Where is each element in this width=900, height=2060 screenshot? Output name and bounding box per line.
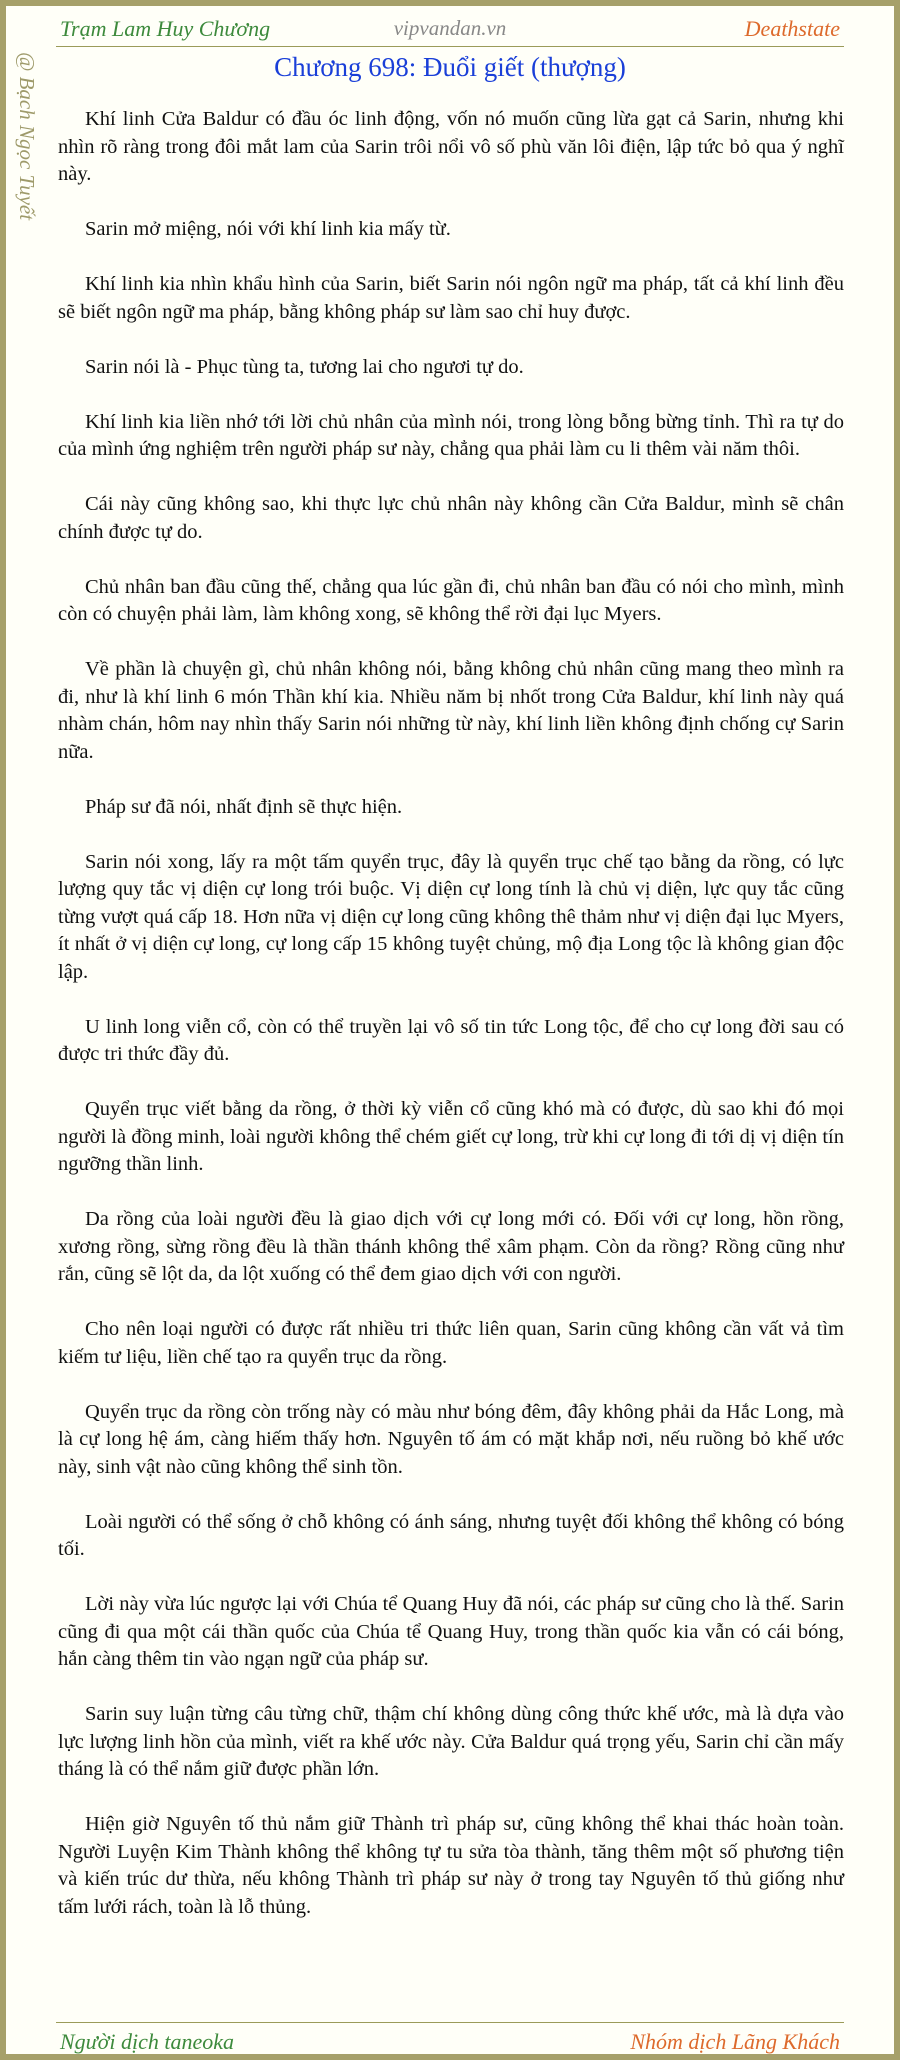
paragraph: Về phần là chuyện gì, chủ nhân không nói, bằng không chủ nhân cũng mang theo mình ra đi, như là khí linh 6 món Thần khí kia. Nhiều năm bị nhốt trong Cửa Baldur, khí linh này quá nhàm chán, hôm nay nhìn thấy Sarin nói những từ này, khí linh liền không định chống cự Sarin nữa.	[58, 658, 844, 763]
paragraph: Pháp sư đã nói, nhất định sẽ thực hiện.	[85, 795, 403, 818]
page-footer	[56, 2022, 844, 2059]
paragraph: Sarin nói là - Phục tùng ta, tương lai cho ngươi tự do.	[85, 355, 524, 378]
paragraph: Sarin suy luận từng câu từng chữ, thậm chí không dùng công thức khế ước, mà là dựa vào lực lượng linh hồn của mình, viết ra khế ước này. Cửa Baldur quá trọng yếu, Sarin chỉ cần mấy tháng là có thể nắm giữ được phần lớn.	[58, 1703, 844, 1780]
paragraph: Lời này vừa lúc ngược lại với Chúa tể Quang Huy đã nói, các pháp sư cũng cho là thế. Sarin cũng đi qua một cái thần quốc của Chúa tể Quang Huy, trong thần quốc kia vẫn có cái bóng, hắn càng thêm tin vào ngạn ngữ của pháp sư.	[58, 1593, 844, 1670]
paragraph: Sarin nói xong, lấy ra một tấm quyển trục, đây là quyển trục chế tạo bằng da rồng, có lực lượng quy tắc vị diện cự long trói buộc. Vị diện cự long tính là chủ vị diện, lực quy tắc cũng từng vượt quá cấp 18. Hơn nữa vị diện cự long cũng không thê thảm như vị diện đại lục Myers, ít nhất ở vị diện cự long, cự long cấp 15 không tuyệt chủng, mộ địa Long tộc là không gian độc lập.	[58, 850, 844, 983]
paragraph: Quyển trục viết bằng da rồng, ở thời kỳ viễn cổ cũng khó mà có được, dù sao khi đó mọi người là đồng minh, loài người không thể chém giết cự long, trừ khi cự long đi tới dị vị diện tín ngưỡng thần linh.	[58, 1098, 844, 1175]
footer-group: Nhóm dịch Lãng Khách	[630, 2029, 840, 2054]
paragraph: Sarin mở miệng, nói với khí linh kia mấy từ.	[85, 218, 451, 240]
paragraph: Quyển trục da rồng còn trống này có màu như bóng đêm, đây không phải da Hắc Long, mà là cự long hệ ám, càng hiếm thấy hơn. Nguyên tố ám có mặt khắp nơi, nếu ruồng bỏ khế ước này, sinh vật nào cũng không thể sinh tồn.	[58, 1400, 844, 1478]
paragraph: Cái này cũng không sao, khi thực lực chủ nhân này không cần Cửa Baldur, mình sẽ chân chính được tự do.	[58, 493, 844, 543]
chapter-body	[58, 106, 844, 1949]
footer-translator: Người dịch taneoka	[60, 2029, 235, 2054]
header-url: vipvandan.vn	[393, 16, 507, 40]
paragraph: Hiện giờ Nguyên tố thủ nắm giữ Thành trì pháp sư, cũng không thể khai thác hoàn toàn. Người Luyện Kim Thành không thể không tự tu sửa tòa thành, tăng thêm một số phương tiện và kiến trúc dư thừa, nếu không Thành trì pháp sư này ở trong tay Nguyên tố thủ giống như tấm lưới rách, toàn là lỗ thủng.	[58, 1813, 844, 1918]
paragraph: Khí linh Cửa Baldur có đầu óc linh động, vốn nó muốn cũng lừa gạt cả Sarin, nhưng khi nhìn rõ ràng trong đôi mắt lam của Sarin trôi nổi vô số phù văn lôi điện, lập tức bỏ qua ý nghĩ này.	[58, 108, 844, 185]
page-header	[56, 12, 844, 47]
paragraph: Khí linh kia liền nhớ tới lời chủ nhân của mình nói, trong lòng bỗng bừng tỉnh. Thì ra tự do của mình ứng nghiệm trên người pháp sư này, chẳng qua phải làm cu li thêm vài năm thôi.	[58, 410, 844, 460]
paragraph: Loài người có thể sống ở chỗ không có ánh sáng, nhưng tuyệt đối không thể không có bóng tối.	[58, 1510, 844, 1560]
paragraph: Da rồng của loài người đều là giao dịch với cự long mới có. Đối với cự long, hồn rồng, xương rồng, sừng rồng đều là thần thánh không thể xâm phạm. Còn da rồng? Rồng cũng như rắn, cũng sẽ lột da, da lột xuống có thể đem giao dịch với con người.	[58, 1208, 844, 1285]
paragraph: Cho nên loại người có được rất nhiều tri thức liên quan, Sarin cũng không cần vất vả tìm kiếm tư liệu, liền chế tạo ra quyển trục da rồng.	[58, 1318, 844, 1368]
header-author: Deathstate	[744, 16, 840, 41]
paragraph: Khí linh kia nhìn khẩu hình của Sarin, biết Sarin nói ngôn ngữ ma pháp, tất cả khí linh đều sẽ biết ngôn ngữ ma pháp, bằng không pháp sư làm sao chỉ huy được.	[58, 273, 844, 323]
header-site-name: Trạm Lam Huy Chương	[60, 16, 271, 41]
chapter-title: Chương 698: Đuổi giết (thượng)	[274, 52, 626, 82]
paragraph: U linh long viễn cổ, còn có thể truyền lại vô số tin tức Long tộc, để cho cự long đời sau có được tri thức đầy đủ.	[58, 1015, 844, 1065]
side-credit: @ Bạch Ngọc Tuyết	[15, 52, 39, 221]
paragraph: Chủ nhân ban đầu cũng thế, chẳng qua lúc gần đi, chủ nhân ban đầu có nói cho mình, mình còn có chuyện phải làm, làm không xong, sẽ không thể rời đại lục Myers.	[58, 575, 844, 625]
